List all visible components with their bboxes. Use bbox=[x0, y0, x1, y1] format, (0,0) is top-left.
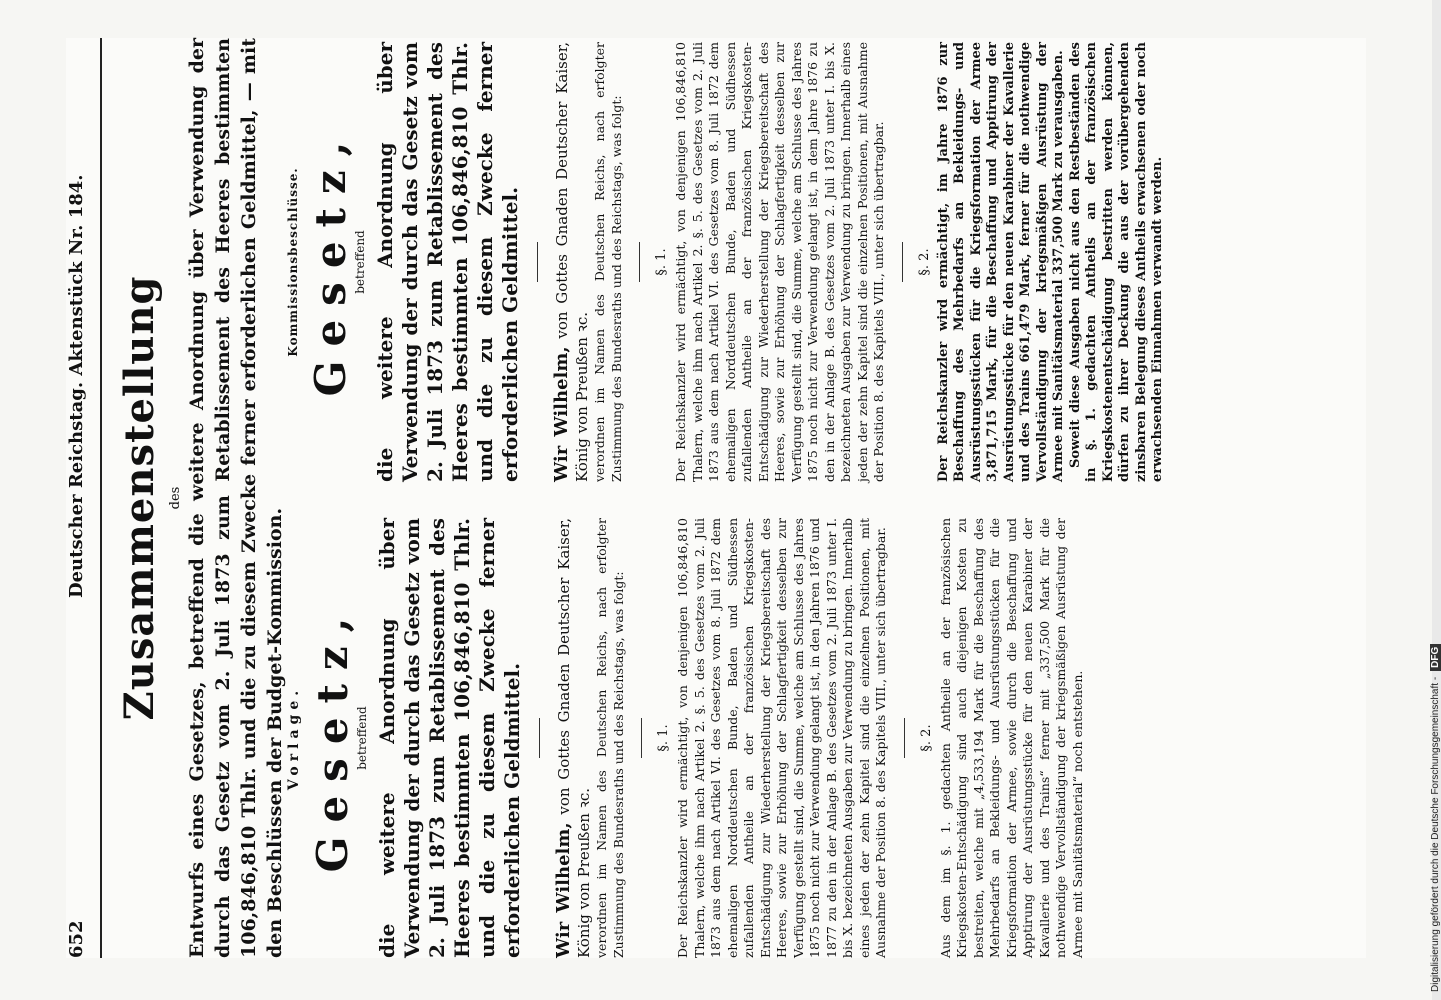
paragraph-2-heading: §. 2. bbox=[916, 248, 932, 276]
running-title: Deutscher Reichstag. Aktenstück Nr. 184. bbox=[66, 174, 87, 598]
divider bbox=[537, 242, 538, 282]
paragraph-2-text: Der Reichskanzler wird ermächtigt, im Jahre 1876 zur Beschaffung des Mehrbedarfs an Bekleidungs- und Ausrüstungsstücken für die Kriegsformation der Armee 3,871,715 Mark, für die Beschaffung und Apptirung der Ausrüstungsstücke für den neuen Karabiner der Kavallerie und des Trains 661,479 Mark, ferner für die nothwendige Vervollständigung der kriegsmäßigen Ausrüstung der Armee mit Sanitätsmaterial 337,500 Mark zu verausgaben. bbox=[935, 42, 1066, 482]
wir-rest: von Gottes Gnaden Deutscher Kaiser, König von Preußen ꝛc. bbox=[553, 42, 591, 482]
digitization-sidebar bbox=[1412, 8, 1441, 992]
paragraph-1-text: Der Reichskanzler wird ermächtigt, von denjenigen 106,846,810 Thalern, welche ihm nach Artikel 2. §. 5. des Gesetzes vom 2. Juli 1873 aus dem nach Artikel VI. des Gesetzes vom 8. Juli 1872 dem ehemaligen Norddeutschen Bunde, Baden und Südhessen zufallenden Antheile an der französischen Kriegskosten-Entschädigung zur Wiederherstellung der Kriegsbereitschaft des Heeres, sowie zur Erhöhung der Schlagfertigkeit desselben zur Verfügung gestellt sind, die Summe, welche am Schlusse des Jahres 1875 noch nicht zur Verwendung gelangt ist, in den Jahren 1876 und 1877 zu den in der Anlage B. des Gesetzes vom 2. Juli 1873 unter I. bis X. bezeichneten Ausgaben zur Verwendung zu bringen. Innerhalb eines jeden der zehn Kapitel sind die einzelnen Positionen, mit Ausnahme der Position 8. des Kapitels VIII., unter sich übertragbar. bbox=[675, 518, 888, 958]
divider bbox=[641, 718, 642, 758]
column-heading: Vorlage. bbox=[286, 685, 302, 791]
document-title: Zusammenstellung bbox=[116, 275, 163, 721]
page-number: 652 bbox=[66, 920, 87, 958]
dfg-logo: DFG bbox=[1430, 644, 1441, 671]
wir-rest: von Gottes Gnaden Deutscher Kaiser, König von Preußen ꝛc. bbox=[555, 518, 593, 958]
betreffend-label: betreffend bbox=[353, 230, 367, 294]
digitization-note bbox=[1430, 8, 1441, 992]
column-vorlage bbox=[286, 518, 1086, 958]
gesetz-heading: Gesetz, bbox=[308, 603, 357, 873]
paragraph-2-heading: §. 2. bbox=[918, 724, 934, 752]
verordnen-text: verordnen im Namen des Deutschen Reichs, nach erfolgter Zustimmung des Bundesraths und des Reichstags, was folgt: bbox=[592, 42, 624, 482]
betreffend-label: betreffend bbox=[355, 706, 369, 770]
column-kommission bbox=[286, 42, 1167, 482]
document-page bbox=[66, 38, 1366, 958]
column-heading: Kommissionsbeschlüsse. bbox=[286, 167, 300, 357]
law-title: die weitere Anordnung über Verwendung der durch das Gesetz vom 2. Juli 1873 zum Retablissement des Heeres bestimmten 106,846,810 Thlr. und die zu diesem Zwecke ferner erforderlichen Geldmittel. bbox=[375, 518, 524, 958]
wir-name: Wir Wilhelm, bbox=[553, 822, 574, 958]
law-title: die weitere Anordnung über Verwendung der durch das Gesetz vom 2. Juli 1873 zum Retablissement des Heeres bestimmten 106,846,810 Thlr. und die zu diesem Zwecke ferner erforderlichen Geldmittel. bbox=[373, 42, 522, 482]
title-des: des bbox=[168, 486, 183, 510]
divider bbox=[539, 718, 540, 758]
wir-name: Wir Wilhelm, bbox=[551, 346, 572, 482]
divider bbox=[902, 242, 903, 282]
paragraph-1-text: Der Reichskanzler wird ermächtigt, von denjenigen 106,846,810 Thalern, welche ihm nach Artikel 2. §. 5. des Gesetzes vom 2. Juli 1873 aus dem nach Artikel VI. des Gesetzes vom 8. Juli 1872 dem ehemaligen Norddeutschen Bunde, Baden und Südhessen zufallenden Antheile an der französischen Kriegskosten-Entschädigung zur Wiederherstellung der Kriegsbereitschaft des Heeres, sowie zur Erhöhung der Schlagfertigkeit desselben zur Verfügung gestellt sind, die Summe, welche am Schlusse des Jahres 1875 noch nicht zur Verwendung gelangt ist, in dem Jahre 1876 zu den in der Anlage B. des Gesetzes vom 2. Juli 1873 unter I. bis X. bezeichneten Ausgaben zur Verwendung zu bringen. Innerhalb eines jeden der zehn Kapitel sind die einzelnen Positionen, mit Ausnahme der Position 8. des Kapitels VIII., unter sich übertragbar. bbox=[673, 42, 886, 482]
funding-note: Digitalisierung gefördert durch die Deutsche Forschungsgemeinschaft - bbox=[1430, 676, 1441, 992]
enacting-formula bbox=[552, 42, 592, 482]
divider bbox=[904, 718, 905, 758]
enacting-formula bbox=[554, 518, 594, 958]
document-subtitle: Entwurfs eines Gesetzes, betreffend die weitere Anordnung über Verwendung der durch das Gesetz vom 2. Juli 1873 zum Retablissement des Heeres bestimmten 106,846,810 Thlr. und die zu diesem Zwecke ferner erforderlichen Geldmittel, — mit den Beschlüssen der Budget-Kommission. bbox=[186, 38, 286, 958]
paragraph-1-heading: §. 1. bbox=[656, 724, 671, 752]
verordnen-text: verordnen im Namen des Deutschen Reichs, nach erfolgter Zustimmung des Bundesraths und des Reichstags, was folgt: bbox=[594, 518, 626, 958]
header-rule bbox=[100, 38, 102, 958]
paragraph-2-text: Aus dem im §. 1. gedachten Antheile an der französischen Kriegskosten-Entschädigung sind auch diejenigen Kosten zu bestreiten, welche mit „4,533,194 Mark für die Beschaffung des Mehrbedarfs an Bekleidungs- und Ausrüstungsstücken für die Kriegsformation der Armee, sowie durch die Beschaffung und Apptirung der Ausrüstungsstücke für den neuen Karabiner der Kavallerie und des Trains“ ferner mit „337,500 Mark für die nothwendige Vervollständigung der kriegsmäßigen Ausrüstung der Armee mit Sanitätsmaterial“ noch entstehen. bbox=[937, 518, 1085, 958]
paragraph-2-text-continued: Soweit diese Ausgaben nicht aus den Restbeständen des in §. 1. gedachten Antheils an der französischen Kriegskostenentschädigung bestritten werden können, dürfen zu ihrer Deckung die aus der vorübergehenden zinsbaren Belegung dieses Antheils erwachsenen oder noch erwachsenden Einnahmen verwandt werden. bbox=[1067, 42, 1165, 482]
gesetz-heading: Gesetz, bbox=[306, 127, 355, 397]
paragraph-1-heading: §. 1. bbox=[654, 248, 669, 276]
divider bbox=[639, 242, 640, 282]
